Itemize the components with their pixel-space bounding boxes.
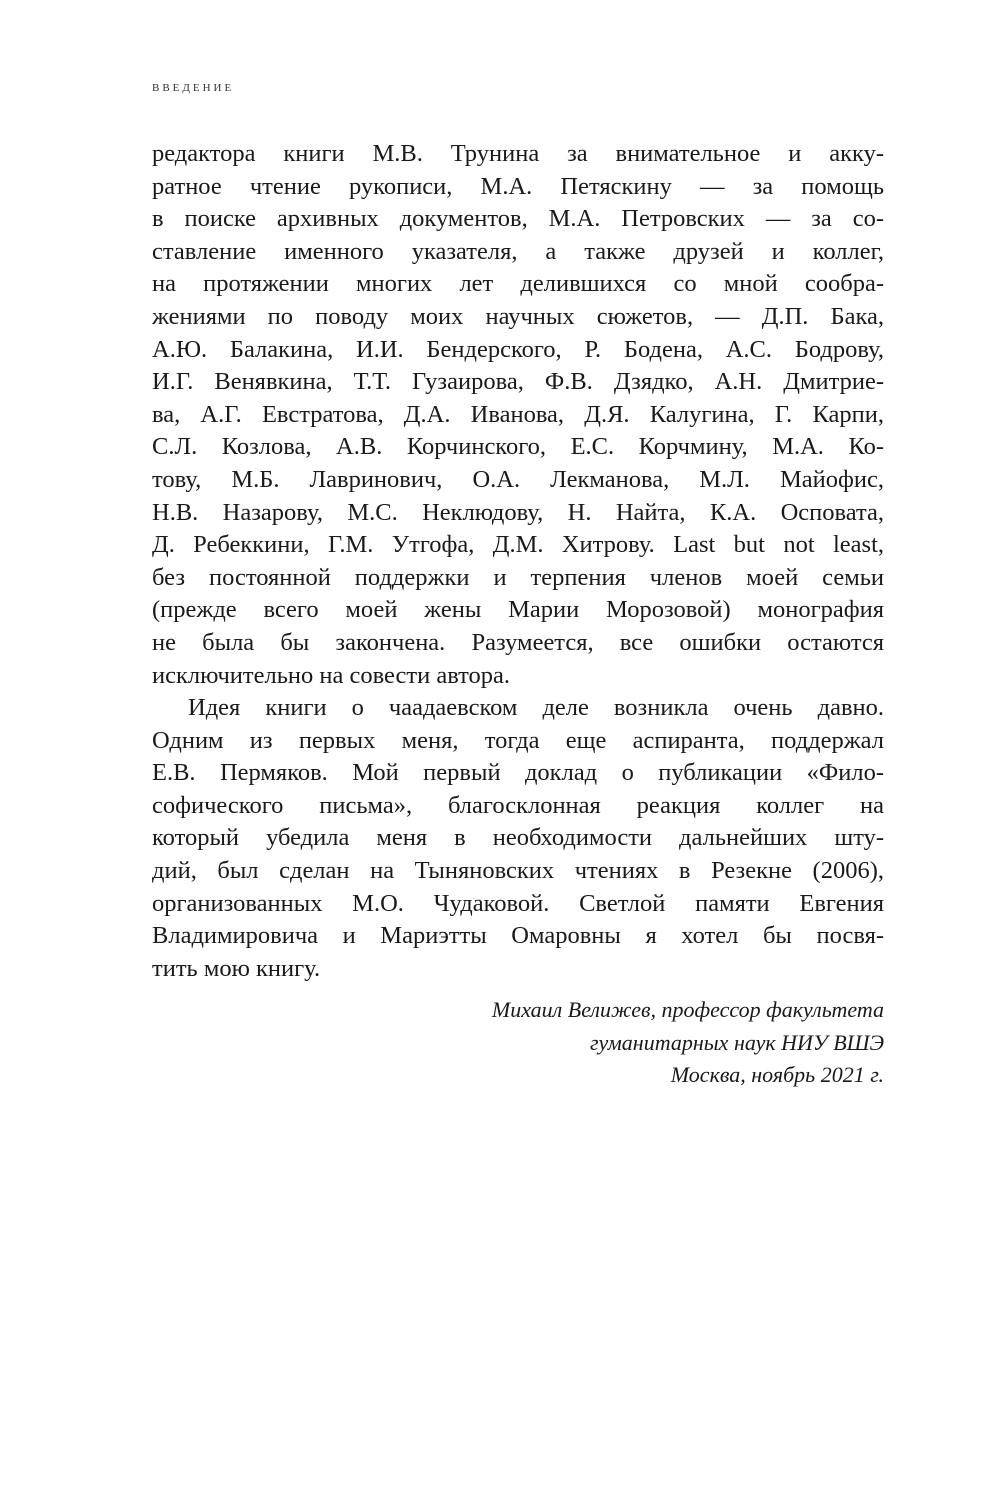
text-line: исключительно на совести автора. bbox=[152, 661, 511, 689]
text-line: А.Ю. Балакина, И.И. Бендерского, Р. Бодена, А.С. Бодрову, bbox=[152, 335, 884, 363]
paragraph-book-idea bbox=[152, 692, 884, 985]
text-line: Одним из первых меня, тогда еще аспиранта, поддержал bbox=[152, 726, 884, 754]
text-line: тить мою книгу. bbox=[152, 954, 321, 982]
text-line: ва, А.Г. Евстратова, Д.А. Иванова, Д.Я. Калугина, Г. Карпи, bbox=[152, 400, 884, 428]
text-line: дий, был сделан на Тыняновских чтениях в Резекне (2006), bbox=[152, 857, 884, 885]
text-line: без постоянной поддержки и терпения членов моей семьи bbox=[152, 563, 884, 591]
text-line: организованных М.О. Чудаковой. Светлой памяти Евгения bbox=[152, 889, 884, 917]
text-line: не была бы закончена. Разумеется, все ошибки остаются bbox=[152, 628, 884, 656]
text-line: ратное чтение рукописи, М.А. Петяскину — за помощь bbox=[152, 172, 884, 200]
signature-place-date-line: Москва, ноябрь 2021 г. bbox=[670, 1062, 884, 1087]
body-text bbox=[152, 138, 884, 985]
text-line: (прежде всего моей жены Марии Морозовой) монография bbox=[152, 596, 884, 624]
text-line: Д. Ребеккини, Г.М. Утгофа, Д.М. Хитрову. Last but not least, bbox=[152, 531, 884, 559]
text-line: в поиске архивных документов, М.А. Петровских — за со- bbox=[152, 205, 884, 233]
text-line: редактора книги М.В. Трунина за внимательное и акку- bbox=[152, 140, 884, 167]
signature-affiliation-line: гуманитарных наук НИУ ВШЭ bbox=[589, 1029, 884, 1055]
text-line: ставление именного указателя, а также друзей и коллег, bbox=[152, 237, 884, 265]
text-line: который убедила меня в необходимости дальнейших шту- bbox=[152, 824, 884, 852]
text-line: софического письма», благосклонная реакция коллег на bbox=[152, 791, 884, 819]
running-head: ВВЕДЕНИЕ bbox=[152, 82, 235, 94]
text-line: жениями по поводу моих научных сюжетов, — Д.П. Бака, bbox=[152, 302, 884, 330]
text-line: Владимировича и Мариэтты Омаровны я хотел бы посвя- bbox=[152, 922, 884, 950]
text-line: С.Л. Козлова, А.В. Корчинского, Е.С. Корчмину, М.А. Ко- bbox=[152, 433, 884, 461]
text-line: Н.В. Назарову, М.С. Неклюдову, Н. Найта, К.А. Осповата, bbox=[152, 498, 884, 526]
text-line: Идея книги о чаадаевском деле возникла очень давно. bbox=[188, 694, 884, 722]
author-signature bbox=[492, 994, 884, 1092]
signature-author-line: Михаил Велижев, профессор факультета bbox=[491, 997, 884, 1022]
text-line: тову, М.Б. Лавринович, О.А. Лекманова, М.Л. Майофис, bbox=[152, 465, 884, 493]
paragraph-acknowledgements bbox=[152, 138, 884, 692]
text-line: И.Г. Венявкина, Т.Т. Гузаирова, Ф.В. Дзядко, А.Н. Дмитрие- bbox=[152, 368, 884, 396]
text-line: Е.В. Пермяков. Мой первый доклад о публикации «Фило- bbox=[152, 759, 884, 787]
text-line: на протяжении многих лет делившихся со мной сообра- bbox=[152, 270, 884, 298]
